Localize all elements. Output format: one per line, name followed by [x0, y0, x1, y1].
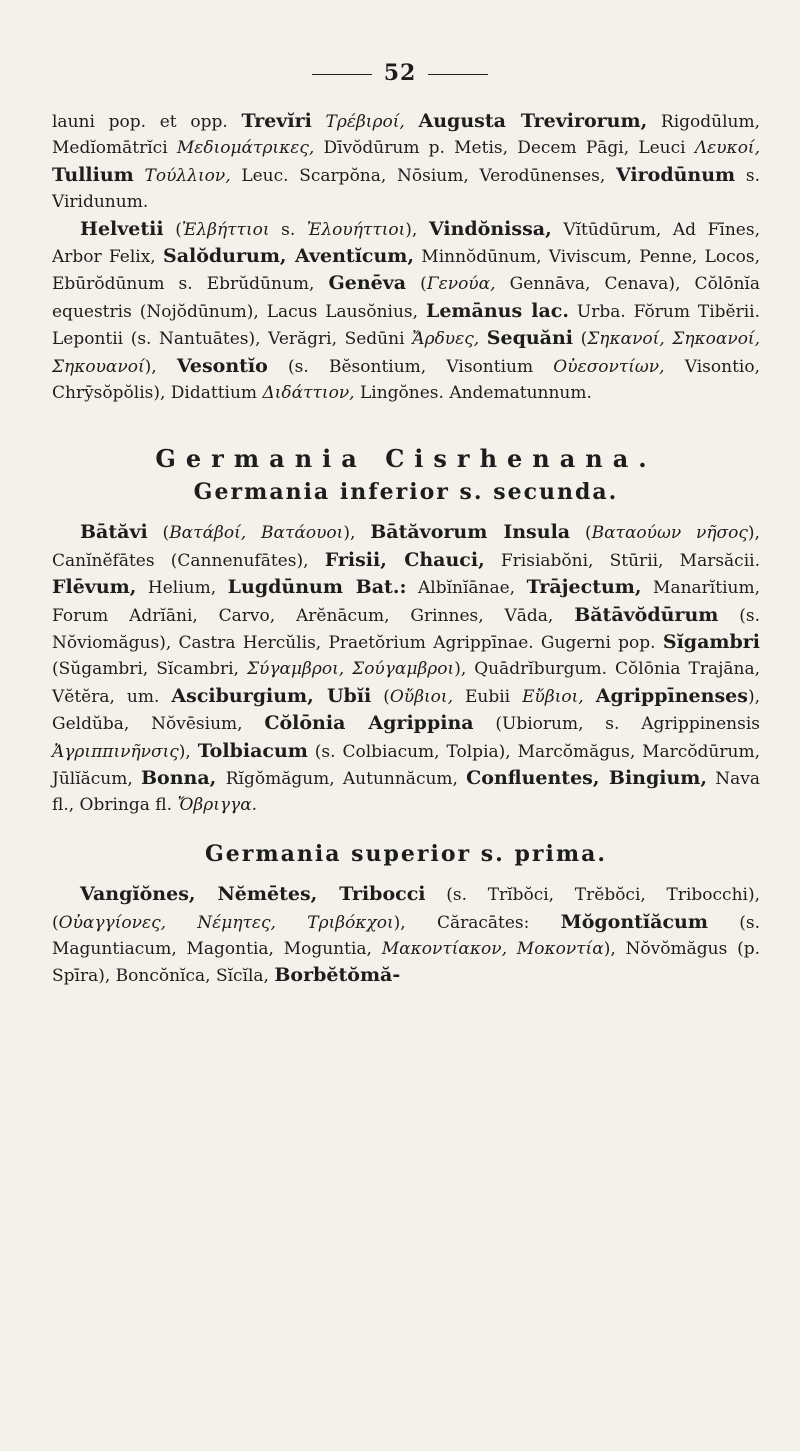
text-run: ),: [405, 219, 429, 240]
text-run: (: [147, 523, 170, 544]
text-run: [134, 166, 145, 186]
text-run: Οὐαγγίονες, Νέμητες, Τριβόκχοι: [58, 912, 394, 933]
text-run: ), Geldŭba, Nŏvēsium,: [52, 686, 760, 735]
text-run: Frisiabŏni, Stūrii, Marsăcii.: [484, 550, 760, 571]
text-run: (: [371, 686, 390, 707]
text-run: Urba. Fŏrum Tibĕrii. Lepontii (s. Nantuātes), Verăgri, Sedūni: [52, 301, 760, 350]
header-rule-left: [312, 74, 372, 75]
text-run: (s. Colbiacum, Tolpia), Marcŏmăgus, Marcŏdūrum, Jūlĭăcum,: [52, 741, 760, 789]
text-run: ), Canĭnĕfātes (Cannenufātes),: [52, 523, 760, 571]
text-run: Vesontĭo: [176, 354, 268, 377]
text-run: (: [406, 274, 427, 295]
text-run: Bonna,: [141, 766, 226, 789]
header-rule-right: [428, 74, 488, 75]
text-run: Ὄβριγγα.: [177, 795, 258, 816]
text-run: Agrippīnenses: [595, 684, 748, 707]
text-run: launi pop. et opp.: [52, 112, 242, 132]
text-run: (Ubiorum, s. Agrippinensis: [473, 714, 761, 735]
text-run: ), Căracātes:: [393, 912, 561, 933]
text-run: (: [570, 523, 592, 544]
text-run: ),: [178, 741, 198, 762]
text-run: Sĭgambri: [662, 630, 760, 653]
heading-germania-superior: Germania superior s. prima.: [204, 840, 608, 867]
text-run: Lugdūnum Bat.:: [227, 576, 407, 599]
text-run: Eubii: [453, 686, 523, 707]
text-run: (s. Bĕsontium, Visontium: [267, 356, 554, 377]
text-run: Confluentes, Bingium,: [466, 766, 708, 789]
text-run: Σηκανοί, Σηκοανοί, Σηκουανοί: [52, 329, 760, 377]
text-run: Lemānus lac.: [425, 299, 569, 322]
text-run: ), Nŏvŏmăgus (p. Spīra), Boncŏnĭca, Sĭcĭla,: [52, 938, 761, 987]
text-run: Vangĭŏnes, Nĕmētes, Tribocci: [80, 883, 426, 906]
text-run: Μεδιομάτρικες,: [176, 138, 315, 159]
text-run: Οὐεσοντίων,: [553, 356, 665, 377]
text-run: [405, 112, 419, 132]
text-run: Minnŏdūnum, Viviscum, Penne, Locos, Ebūrŏdūnum s. Ebrŭdūnum,: [52, 247, 760, 295]
text-run: (Sŭgambri, Sĭcambri,: [52, 659, 247, 680]
text-run: Sequăni: [486, 327, 574, 350]
text-run: [479, 329, 487, 349]
text-run: Rigodūlum, Medĭomātrĭci: [52, 112, 760, 159]
text-run: Augusta Trevirorum,: [418, 110, 648, 132]
text-run: Helvetii: [80, 217, 164, 240]
text-run: Ἀγριππινῆνσις: [52, 741, 179, 762]
text-run: Lingŏnes. Andematunnum.: [354, 383, 592, 404]
text-run: Βαταούων νῆσος: [591, 523, 748, 544]
text-run: Trājectum,: [526, 576, 642, 599]
text-run: ),: [144, 356, 177, 377]
text-run: Λευκοί,: [694, 138, 760, 159]
text-run: Dīvŏdūrum p. Metis, Decem Pāgi, Leuci: [314, 138, 695, 159]
text-run: Ἐλβήττιοι: [181, 219, 270, 240]
text-run: Virodūnum: [616, 163, 736, 186]
text-run: Bātăvorum Insula: [370, 521, 571, 544]
text-run: Εὔβιοι,: [522, 686, 584, 707]
text-run: (s. Trĭbŏci, Trĕbŏci, Tribocchi), (: [52, 885, 760, 933]
text-run: [312, 112, 326, 132]
text-run: Vindŏnissa,: [428, 217, 552, 240]
text-run: Albĭnĭānae,: [406, 578, 527, 599]
text-run: Διδάττιον,: [262, 383, 355, 404]
text-run: Salŏdurum, Aventĭcum,: [162, 245, 415, 268]
text-run: Rĭgŏmăgum, Autunnăcum,: [225, 768, 467, 789]
text-run: Genēva: [328, 272, 407, 295]
text-run: Nava fl., Obringa fl.: [52, 768, 760, 816]
text-run: Helium,: [136, 578, 228, 599]
text-run: ),: [343, 523, 371, 544]
text-run: Ἄρδυες,: [412, 329, 480, 350]
text-run: (s. Nŏviomăgus), Castra Hercŭlis, Praetŏrium Agrippīnae. Gugerni pop.: [52, 605, 761, 653]
text-run: Mŏgontĭăcum: [560, 910, 708, 933]
text-run: Τούλλιον,: [144, 165, 231, 186]
text-run: (: [573, 329, 588, 350]
text-run: [584, 687, 596, 707]
paragraph-helvetii: [52, 216, 760, 407]
text-run: Borbĕtŏmă-: [274, 964, 401, 987]
text-run: Trevĭri: [241, 110, 312, 132]
text-run: Leuc. Scarpŏna, Nōsium, Verodūnenses,: [230, 165, 617, 186]
text-run: Visontio, Chrȳsŏpŏlis), Didattium: [52, 356, 760, 404]
text-run: Gennāva, Cenava), Cŏlōnĭa equestris (Nojŏdūnum), Lacus Lausŏnius,: [52, 274, 760, 322]
heading-germania-inferior: Germania inferior s. secunda.: [193, 478, 619, 505]
paragraph-inferior: [52, 519, 760, 818]
text-run: Γενούα,: [426, 274, 496, 295]
text-run: Τρέβιροί,: [325, 112, 405, 132]
text-body: [52, 108, 760, 990]
text-run: Bătāvŏdūrum: [574, 603, 719, 626]
text-run: Asciburgium, Ubĭi: [171, 684, 372, 707]
heading-germania-cisrhenana: Germania Cisrhenana.: [155, 444, 657, 474]
text-run: ), Quādrĭburgum. Cŏlōnia Trajāna, Vĕtĕra, um.: [52, 659, 761, 707]
text-run: Frisii, Chauci,: [324, 548, 485, 571]
text-run: Vĭtūdūrum, Ad Fīnes, Arbor Felix,: [52, 219, 760, 268]
text-run: Manarĭtium, Forum Adrĭāni, Carvo, Arĕnācum, Grinnes, Vāda,: [52, 578, 760, 626]
text-run: Cŏlōnia Agrippina: [264, 712, 474, 735]
text-run: Βατάβοί, Βατάουοι: [169, 523, 344, 544]
page-number: 52: [383, 60, 417, 86]
text-run: Bātăvi: [80, 521, 148, 544]
text-run: s. Viridunum.: [52, 165, 760, 213]
text-run: Tullium: [52, 163, 134, 186]
text-run: Tolbiacum: [197, 739, 308, 762]
text-run: s.: [269, 219, 307, 240]
text-run: Flēvum,: [52, 576, 137, 599]
text-run: Οὔβιοι,: [389, 686, 453, 707]
text-run: Ἐλουήττιοι: [306, 219, 406, 240]
text-run: Σύγαμβροι, Σούγαμβροι: [246, 659, 455, 680]
paragraph-superior: [52, 881, 760, 990]
paragraph-treviri: [52, 108, 760, 216]
text-run: (s. Maguntiacum, Magontia, Moguntia,: [52, 912, 760, 959]
page-header: [0, 60, 800, 86]
text-run: Μακοντίακον, Μοκοντία: [381, 938, 604, 959]
text-run: (: [163, 219, 182, 240]
